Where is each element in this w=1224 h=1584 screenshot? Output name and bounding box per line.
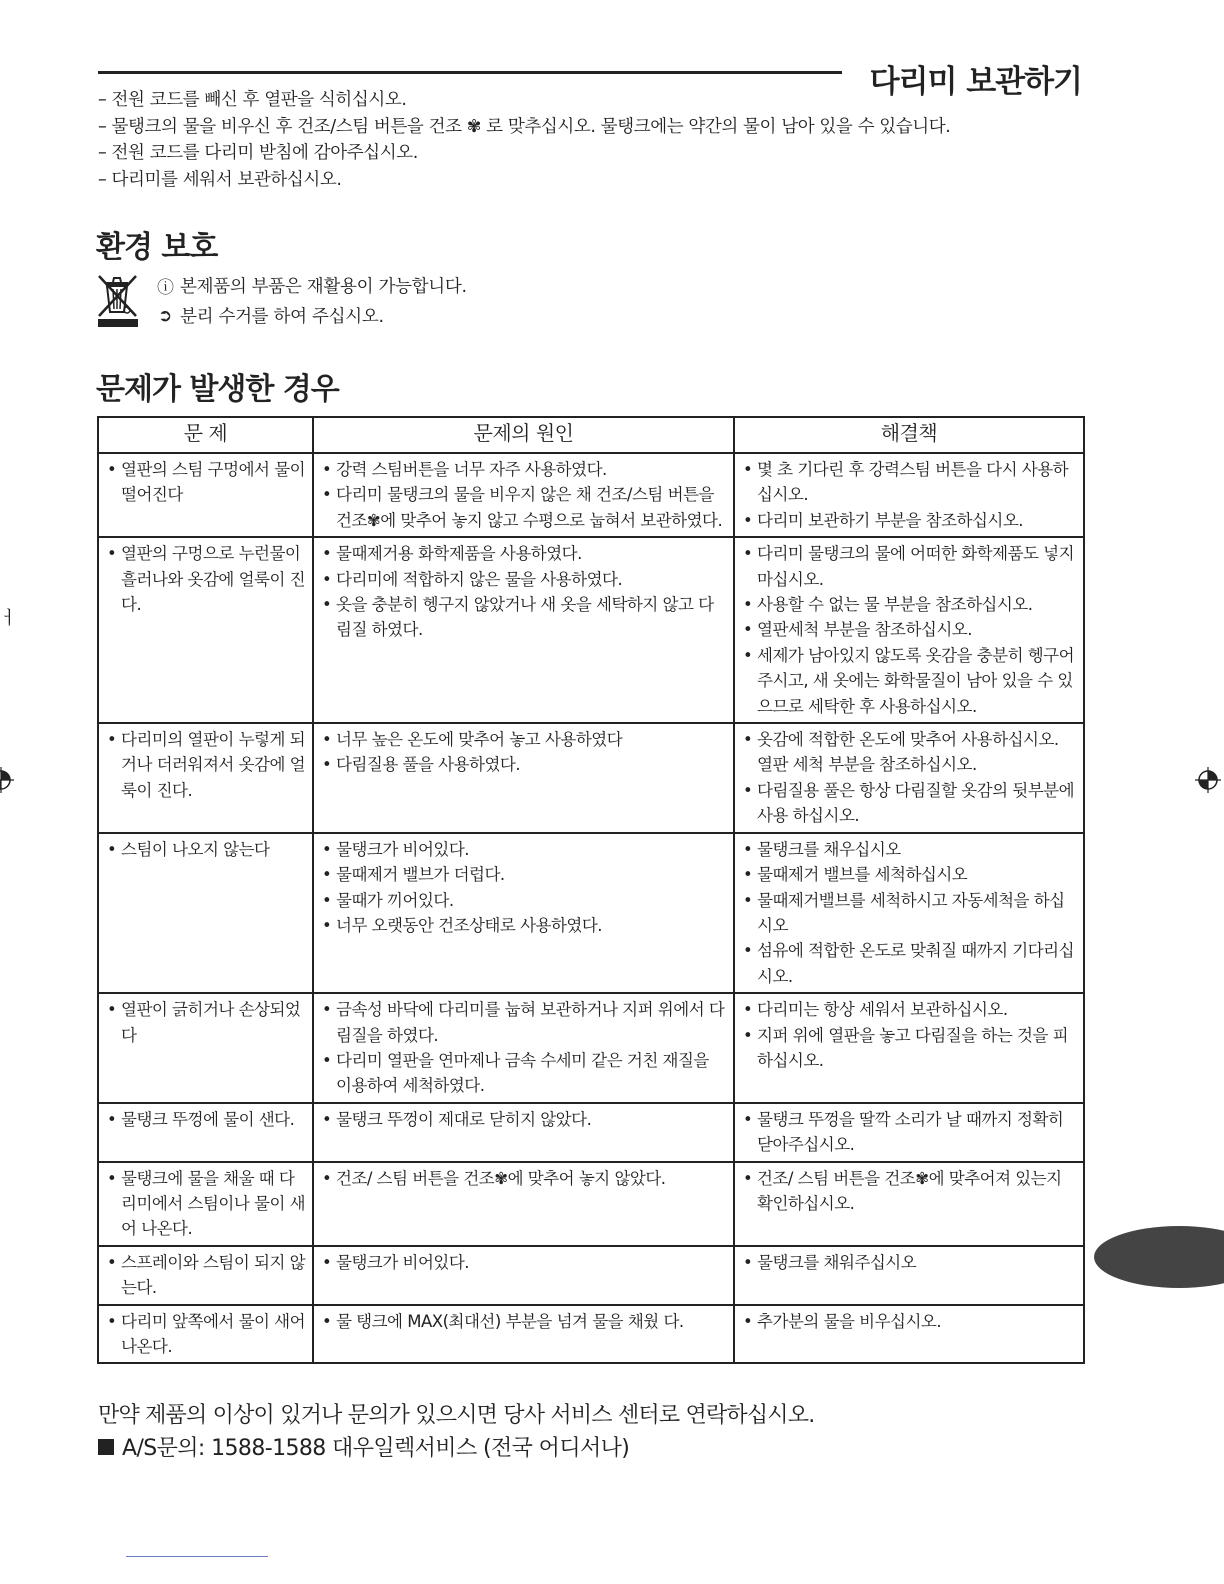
bullet-item: • 섬유에 적합한 온도로 맞춰질 때까지 기다리십시오. xyxy=(743,938,1078,989)
solution-cell xyxy=(734,1162,1084,1246)
storage-step: – 전원 코드를 빼신 후 열판을 식히십시오. xyxy=(98,90,407,110)
bullet-item: • 세제가 남아있지 않도록 옷감을 충분히 헹구어주시고, 새 옷에는 화학물질이 남아 있을 수 있으므로 세탁한 후 사용하십시오. xyxy=(743,643,1078,719)
solution-cell xyxy=(734,1305,1084,1364)
margin-text-fragment: ㅓ xyxy=(0,608,18,629)
table-header-row xyxy=(98,417,1084,453)
solution-cell xyxy=(734,1103,1084,1162)
cause-cell xyxy=(313,453,734,537)
problem-cell xyxy=(98,1246,313,1305)
recycle-info-line xyxy=(157,273,467,298)
bullet-item: • 옷감에 적합한 온도에 맞추어 사용하십시오. 열판 세척 부분을 참조하십시오. xyxy=(743,727,1078,778)
problem-cell xyxy=(98,993,313,1103)
square-bullet-icon xyxy=(98,1439,114,1455)
bullet-item: • 물탱크 뚜껑을 딸깍 소리가 날 때까지 정확히 닫아주십시오. xyxy=(743,1107,1078,1158)
solution-cell xyxy=(734,723,1084,833)
bullet-item: • 물탱크 뚜껑이 제대로 닫히지 않았다. xyxy=(322,1107,728,1132)
bullet-item: • 스프레이와 스팀이 되지 않는다. xyxy=(107,1250,307,1301)
table-row xyxy=(98,1103,1084,1162)
bullet-item: • 물탱크를 채워주십시오 xyxy=(743,1250,1078,1275)
cause-cell xyxy=(313,537,734,723)
storage-step: – 전원 코드를 다리미 받침에 감아주십시오. xyxy=(98,143,418,163)
problem-cell xyxy=(98,1103,313,1162)
bullet-item: • 물탱크를 채우십시오 xyxy=(743,837,1078,862)
column-header-problem: 문 제 xyxy=(98,417,313,453)
bullet-item: • 다리미의 열판이 누렇게 되거나 더러워져서 옷감에 얼룩이 진다. xyxy=(107,727,307,803)
table-row xyxy=(98,993,1084,1103)
troubleshooting-rows xyxy=(98,453,1084,1363)
table-row xyxy=(98,453,1084,537)
bullet-item: • 너무 높은 온도에 맞추어 놓고 사용하였다 xyxy=(322,727,728,752)
bullet-item: • 강력 스팀버튼을 너무 자주 사용하였다. xyxy=(322,457,728,482)
table-row xyxy=(98,1246,1084,1305)
bullet-item: • 다리미 열판을 연마제나 금속 수세미 같은 거친 재질을 이용하여 세척하였다. xyxy=(322,1048,728,1099)
bullet-item: • 다리미 앞쪽에서 물이 새어 나온다. xyxy=(107,1309,307,1360)
header-rule xyxy=(98,71,842,74)
recycle-info-text: 본제품의 부품은 재활용이 가능합니다. xyxy=(180,277,467,297)
bullet-item: • 열판의 스팀 구멍에서 물이 떨어진다 xyxy=(107,457,307,508)
bullet-item: • 물때제거 밸브를 세척하십시오 xyxy=(743,862,1078,887)
table-row xyxy=(98,723,1084,833)
page-tab-marker xyxy=(1094,1226,1224,1288)
bullet-item: • 너무 오랫동안 건조상태로 사용하였다. xyxy=(322,913,728,938)
cause-cell xyxy=(313,833,734,993)
cause-cell xyxy=(313,1246,734,1305)
bullet-item: • 다림질용 풀은 항상 다림질할 옷감의 뒷부분에 사용 하십시오. xyxy=(743,778,1078,829)
storage-step: – 다리미를 세워서 보관하십시오. xyxy=(98,169,342,190)
bullet-item: • 스팀이 나오지 않는다 xyxy=(107,837,307,862)
environment-heading: 환경 보호 xyxy=(96,230,218,265)
solution-cell xyxy=(734,833,1084,993)
separate-collection-text: 분리 수거를 하여 주십시오. xyxy=(180,307,384,327)
table-row xyxy=(98,833,1084,993)
as-info-text: A/S문의: 1588-1588 대우일렉서비스 (전국 어디서나) xyxy=(122,1436,630,1461)
bullet-item: • 사용할 수 없는 물 부분을 참조하십시오. xyxy=(743,592,1078,617)
cause-cell xyxy=(313,1162,734,1246)
bullet-item: • 물탱크가 비어있다. xyxy=(322,837,728,862)
page-section-title: 다리미 보관하기 xyxy=(869,64,1082,100)
as-info-line xyxy=(98,1431,629,1462)
cause-cell xyxy=(313,1305,734,1364)
bullet-item: • 다리미 물탱크의 물을 비우지 않은 채 건조/스팀 버튼을 건조✾에 맞추어 놓지 않고 수평으로 눕혀서 보관하였다. xyxy=(322,482,728,533)
bullet-item: • 옷을 충분히 헹구지 않았거나 새 옷을 세탁하지 않고 다림질 하였다. xyxy=(322,592,728,643)
info-circle-icon: ⓘ xyxy=(157,278,174,298)
cause-cell xyxy=(313,723,734,833)
bullet-item: • 열판이 긁히거나 손상되었다 xyxy=(107,997,307,1048)
arrow-right-icon: ➲ xyxy=(158,305,172,326)
column-header-solution: 해결책 xyxy=(734,417,1084,453)
separate-collection-line xyxy=(157,303,384,328)
bullet-item: • 물탱크에 물을 채울 때 다리미에서 스팀이나 물이 새어 나온다. xyxy=(107,1166,307,1242)
storage-steps xyxy=(98,87,950,193)
storage-step: – 물탱크의 물을 비우신 후 건조/스팀 버튼을 건조 ✾ 로 맞추십시오. 물탱크에는 약간의 물이 남아 있을 수 있습니다. xyxy=(98,116,951,137)
troubleshooting-table xyxy=(97,416,1085,1364)
bullet-item: • 물때가 끼어있다. xyxy=(322,888,728,913)
bullet-item: • 몇 초 기다린 후 강력스팀 버튼을 다시 사용하십시오. xyxy=(743,457,1078,508)
problem-cell xyxy=(98,1305,313,1364)
crossed-out-bin-icon xyxy=(96,272,142,330)
cause-cell xyxy=(313,993,734,1103)
bullet-item: • 물탱크 뚜껑에 물이 샌다. xyxy=(107,1107,307,1132)
bullet-item: • 추가분의 물을 비우십시오. xyxy=(743,1309,1078,1334)
bullet-item: • 지퍼 위에 열판을 놓고 다림질을 하는 것을 피하십시오. xyxy=(743,1023,1078,1074)
solution-cell xyxy=(734,453,1084,537)
registration-mark-icon xyxy=(1195,767,1221,793)
table-row xyxy=(98,537,1084,723)
problem-cell xyxy=(98,537,313,723)
bullet-item: • 열판의 구멍으로 누런물이 흘러나와 옷감에 얼룩이 진다. xyxy=(107,541,307,617)
solution-cell xyxy=(734,1246,1084,1305)
service-contact-notice: 만약 제품의 이상이 있거나 문의가 있으시면 당사 서비스 센터로 연락하십시오. xyxy=(98,1403,815,1428)
bullet-item: • 다리미 물탱크의 물에 어떠한 화학제품도 넣지 마십시오. xyxy=(743,541,1078,592)
table-row xyxy=(98,1162,1084,1246)
bullet-item: • 금속성 바닥에 다리미를 눕혀 보관하거나 지퍼 위에서 다림질을 하였다. xyxy=(322,997,728,1048)
solution-cell xyxy=(734,993,1084,1103)
bullet-item: • 물탱크가 비어있다. xyxy=(322,1250,728,1275)
bottom-rule xyxy=(126,1556,268,1557)
bullet-item: • 열판세척 부분을 참조하십시오. xyxy=(743,617,1078,642)
registration-mark-icon xyxy=(0,767,14,793)
bullet-item: • 다리미는 항상 세워서 보관하십시오. xyxy=(743,997,1078,1022)
bullet-item: • 건조/ 스팀 버튼을 건조✾에 맞추어 놓지 않았다. xyxy=(322,1166,728,1191)
bullet-item: • 물때제거밸브를 세척하시고 자동세척을 하십시오 xyxy=(743,888,1078,939)
problem-cell xyxy=(98,723,313,833)
solution-cell xyxy=(734,537,1084,723)
bullet-item: • 다리미에 적합하지 않은 물을 사용하였다. xyxy=(322,567,728,592)
troubleshooting-heading: 문제가 발생한 경우 xyxy=(96,372,339,407)
problem-cell xyxy=(98,1162,313,1246)
cause-cell xyxy=(313,1103,734,1162)
problem-cell xyxy=(98,833,313,993)
bullet-item: • 건조/ 스팀 버튼을 건조✾에 맞추어져 있는지 확인하십시오. xyxy=(743,1166,1078,1217)
column-header-cause: 문제의 원인 xyxy=(313,417,734,453)
bullet-item: • 물때제거용 화학제품을 사용하였다. xyxy=(322,541,728,566)
bullet-item: • 다리미 보관하기 부분을 참조하십시오. xyxy=(743,508,1078,533)
bullet-item: • 물때제거 밸브가 더럽다. xyxy=(322,862,728,887)
problem-cell xyxy=(98,453,313,537)
bullet-item: • 다림질용 풀을 사용하였다. xyxy=(322,752,728,777)
table-row xyxy=(98,1305,1084,1364)
bullet-item: • 물 탱크에 MAX(최대선) 부분을 넘겨 물을 채웠 다. xyxy=(322,1309,728,1334)
